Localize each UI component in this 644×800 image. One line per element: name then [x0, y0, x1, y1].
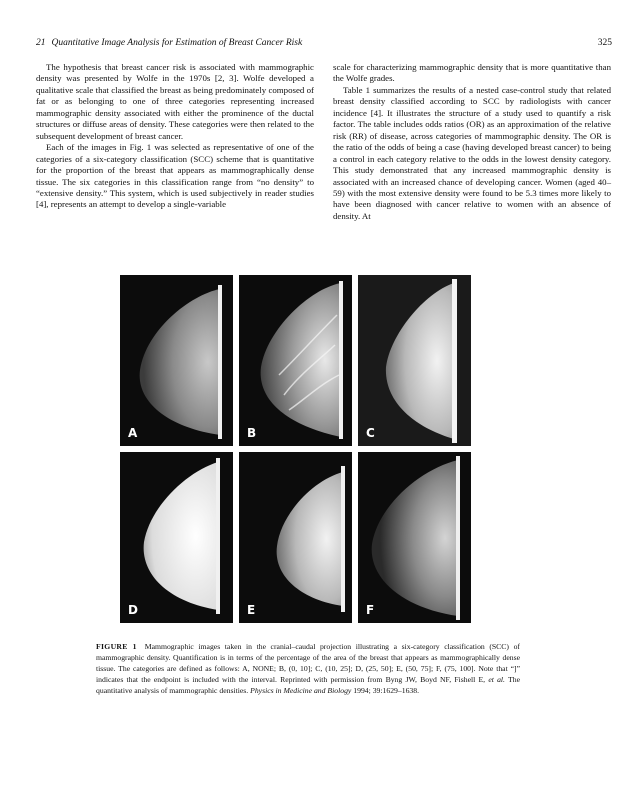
chapter-title: Quantitative Image Analysis for Estimation of Breast Cancer Risk: [51, 38, 303, 48]
panel-label: A: [128, 426, 138, 440]
paragraph: scale for characterizing mammographic density that is more quantitative than the Wolfe grades.: [333, 62, 611, 84]
panel-label: D: [128, 603, 138, 617]
mammogram-image: [358, 275, 471, 446]
paragraph: The hypothesis that breast cancer risk is associated with mammographic density was presented by Wolfe in the 1970s [2, 3]. Wolfe developed a qualitative scale that classified the breast as being predominately composed of fat or as belonging to one of three categories representing increased mammographic density associated with either the prominence of the ductal structures or diffuse areas of density. These categories were then related to the subsequent development of breast cancer.: [36, 62, 314, 141]
figure-1: [120, 275, 472, 623]
panel-label: F: [366, 603, 375, 617]
running-title: [36, 38, 302, 48]
mammogram-image: [120, 275, 233, 446]
panel-label: C: [366, 426, 375, 440]
chapter-number: 21: [36, 38, 46, 48]
mammogram-image: [239, 275, 352, 446]
caption-text: The quantitative analysis of mammographic densities.: [96, 675, 521, 696]
panel-label: B: [247, 426, 257, 440]
left-column: [36, 62, 314, 211]
page-number: 325: [597, 38, 612, 48]
mammogram-image: [239, 452, 352, 623]
caption-text: Mammographic images taken in the cranial–caudal projection illustrating a six-category classification (SCC) of mammographic density. Quantification is in terms of the percentage of the area of the breast that appears as mammographically dense tissue. The categories are defined as follows: A, NONE; B, (0, 10]; C, (10, 25]; D, (25, 50]; E, (50, 75]; F, (75, 100]. Note that “]” indicates that the endpoint is included with the interval. Reprinted with permission from Byng JW, Boyd NF, Fishell E,: [96, 642, 520, 685]
mammogram-image: [358, 452, 471, 623]
right-column: [333, 62, 611, 222]
mammogram-image: [120, 452, 233, 623]
paragraph: Table 1 summarizes the results of a nested case-control study that related breast density classified according to SCC by radiologists with cancer incidence [4]. It illustrates the structure of a study used to quantify a risk factor. The table includes odds ratios (OR) as an approximation of the relative risk (RR) of disease, across categories of mammographic density. The OR is the ratio of the odds of being a case (having developed breast cancer) to being a control in each category relative to the odds in the lowest density category. This study demonstrated that any increased mammographic density is associated with an increased chance of developing cancer. Women (aged 40–59) with the most extensive density were found to be 5.3 times more likely to have been diagnosed with cancer relative to women with an absence of density. At: [333, 84, 611, 221]
paragraph: Each of the images in Fig. 1 was selected as representative of one of the categories of a six-category classification (SCC) scheme that is quantitative for the proportion of the breast that appears as mammographically dense tissue. The six categories in this classification range from “no density” to “extensive density.” This system, which is used subjectively in reader studies [4], represents an attempt to develop a single-variable: [36, 142, 314, 210]
caption-journal: Physics in Medicine and Biology: [250, 686, 352, 696]
caption-text: 1994; 39:1629–1638.: [351, 686, 420, 696]
caption-etal: et al.: [488, 675, 505, 685]
figure-caption: [96, 641, 520, 696]
running-header: [36, 38, 612, 52]
figure-label: FIGURE 1: [96, 642, 137, 651]
panel-label: E: [247, 603, 256, 617]
